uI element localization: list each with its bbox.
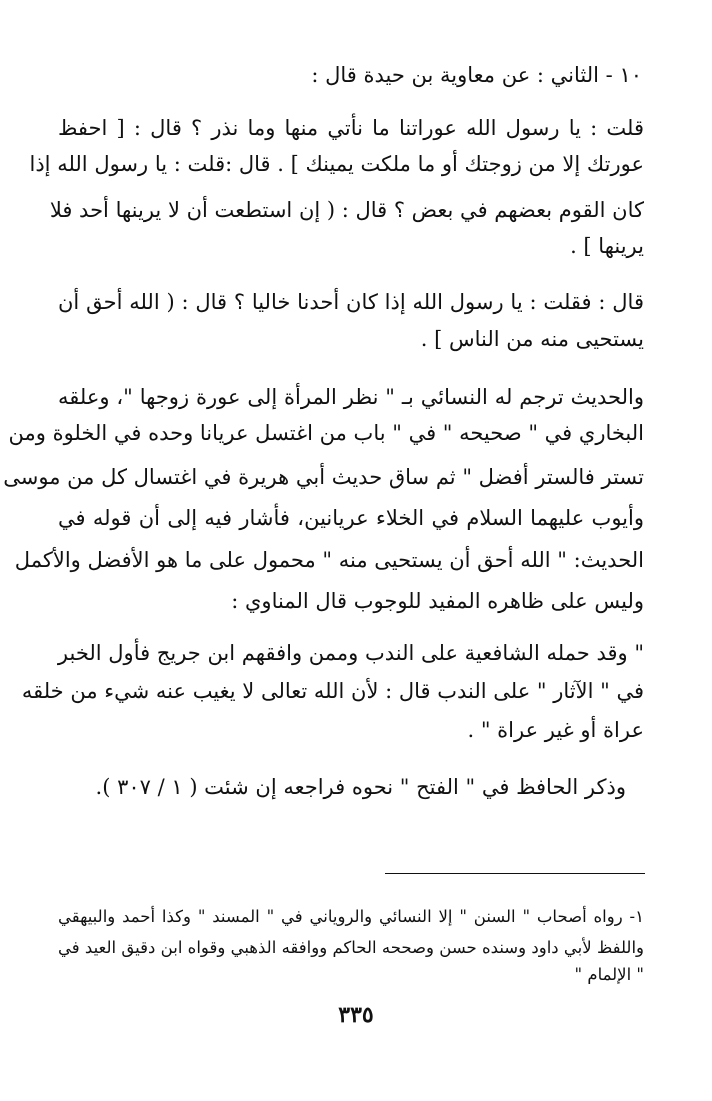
paragraph-3-line-3: تستر فالستر أفضل " ثم ساق حديث أبي هريرة في اغتسال كل من موسى bbox=[3, 465, 644, 489]
paragraph-1-line-1: قلت : يا رسول الله عوراتنا ما نأتي منها وما نذر ؟ قال : [ احفظ bbox=[58, 116, 644, 140]
footnote-line-2: واللفظ لأبي داود وسنده حسن وصححه الحاكم ووافقه الذهبي وقواه ابن دقيق العيد في bbox=[58, 938, 644, 957]
paragraph-2-line-2 bbox=[58, 324, 644, 354]
paragraph-1-line-3: كان القوم بعضهم في بعض ؟ قال : ( إن استطعت أن لا يرينها أحد فلا bbox=[49, 198, 644, 222]
paragraph-2-line-1: قال : فقلت : يا رسول الله إذا كان أحدنا خاليا ؟ قال : ( الله أحق أن bbox=[58, 290, 644, 314]
footnote-line-3: " الإلمام " bbox=[574, 965, 644, 984]
footnote-divider bbox=[385, 873, 645, 874]
paragraph-3-line-4: وأيوب عليهما السلام في الخلاء عريانين، فأشار فيه إلى أن قوله في bbox=[58, 506, 644, 530]
paragraph-2-text: يستحيى منه من الناس ] bbox=[434, 327, 644, 351]
footnote-line-1: ١- رواه أصحاب " السنن " إلا النسائي والروياني في " المسند " وكذا أحمد والبيهقي bbox=[58, 907, 644, 926]
paragraph-1-line-2: عورتك إلا من زوجتك أو ما ملكت يمينك ] . قال :قلت : يا رسول الله إذا bbox=[29, 152, 644, 176]
paragraph-3-line-1: والحديث ترجم له النسائي بـ " نظر المرأة إلى عورة زوجها "، وعلقه bbox=[58, 385, 644, 409]
paragraph-3-line-2: البخاري في " صحيحه " في " باب من اغتسل عريانا وحده في الخلوة ومن bbox=[8, 421, 644, 445]
paragraph-2-period: . bbox=[420, 327, 428, 351]
paragraph-4-line-2: في " الآثار " على الندب قال : لأن الله تعالى لا يغيب عنه شيء من خلقه bbox=[21, 679, 644, 703]
paragraph-4-line-3: عراة أو غير عراة " . bbox=[467, 718, 644, 742]
section-heading: ١٠ - الثاني : عن معاوية بن حيدة قال : bbox=[311, 63, 642, 87]
paragraph-3-line-6: وليس على ظاهره المفيد للوجوب قال المناوي : bbox=[231, 589, 644, 613]
paragraph-5: وذكر الحافظ في " الفتح " نحوه فراجعه إن شئت ( ١ / ٣٠٧ ). bbox=[95, 775, 626, 799]
paragraph-3-line-5: الحديث: " الله أحق أن يستحيى منه " محمول على ما هو الأفضل والأكمل bbox=[14, 548, 644, 572]
page-number: ٣٣٥ bbox=[338, 1002, 374, 1028]
paragraph-4-line-1: " وقد حمله الشافعية على الندب وممن وافقهم ابن جريج فأول الخبر bbox=[57, 641, 644, 665]
paragraph-1-line-4: يرينها ] . bbox=[570, 234, 644, 258]
